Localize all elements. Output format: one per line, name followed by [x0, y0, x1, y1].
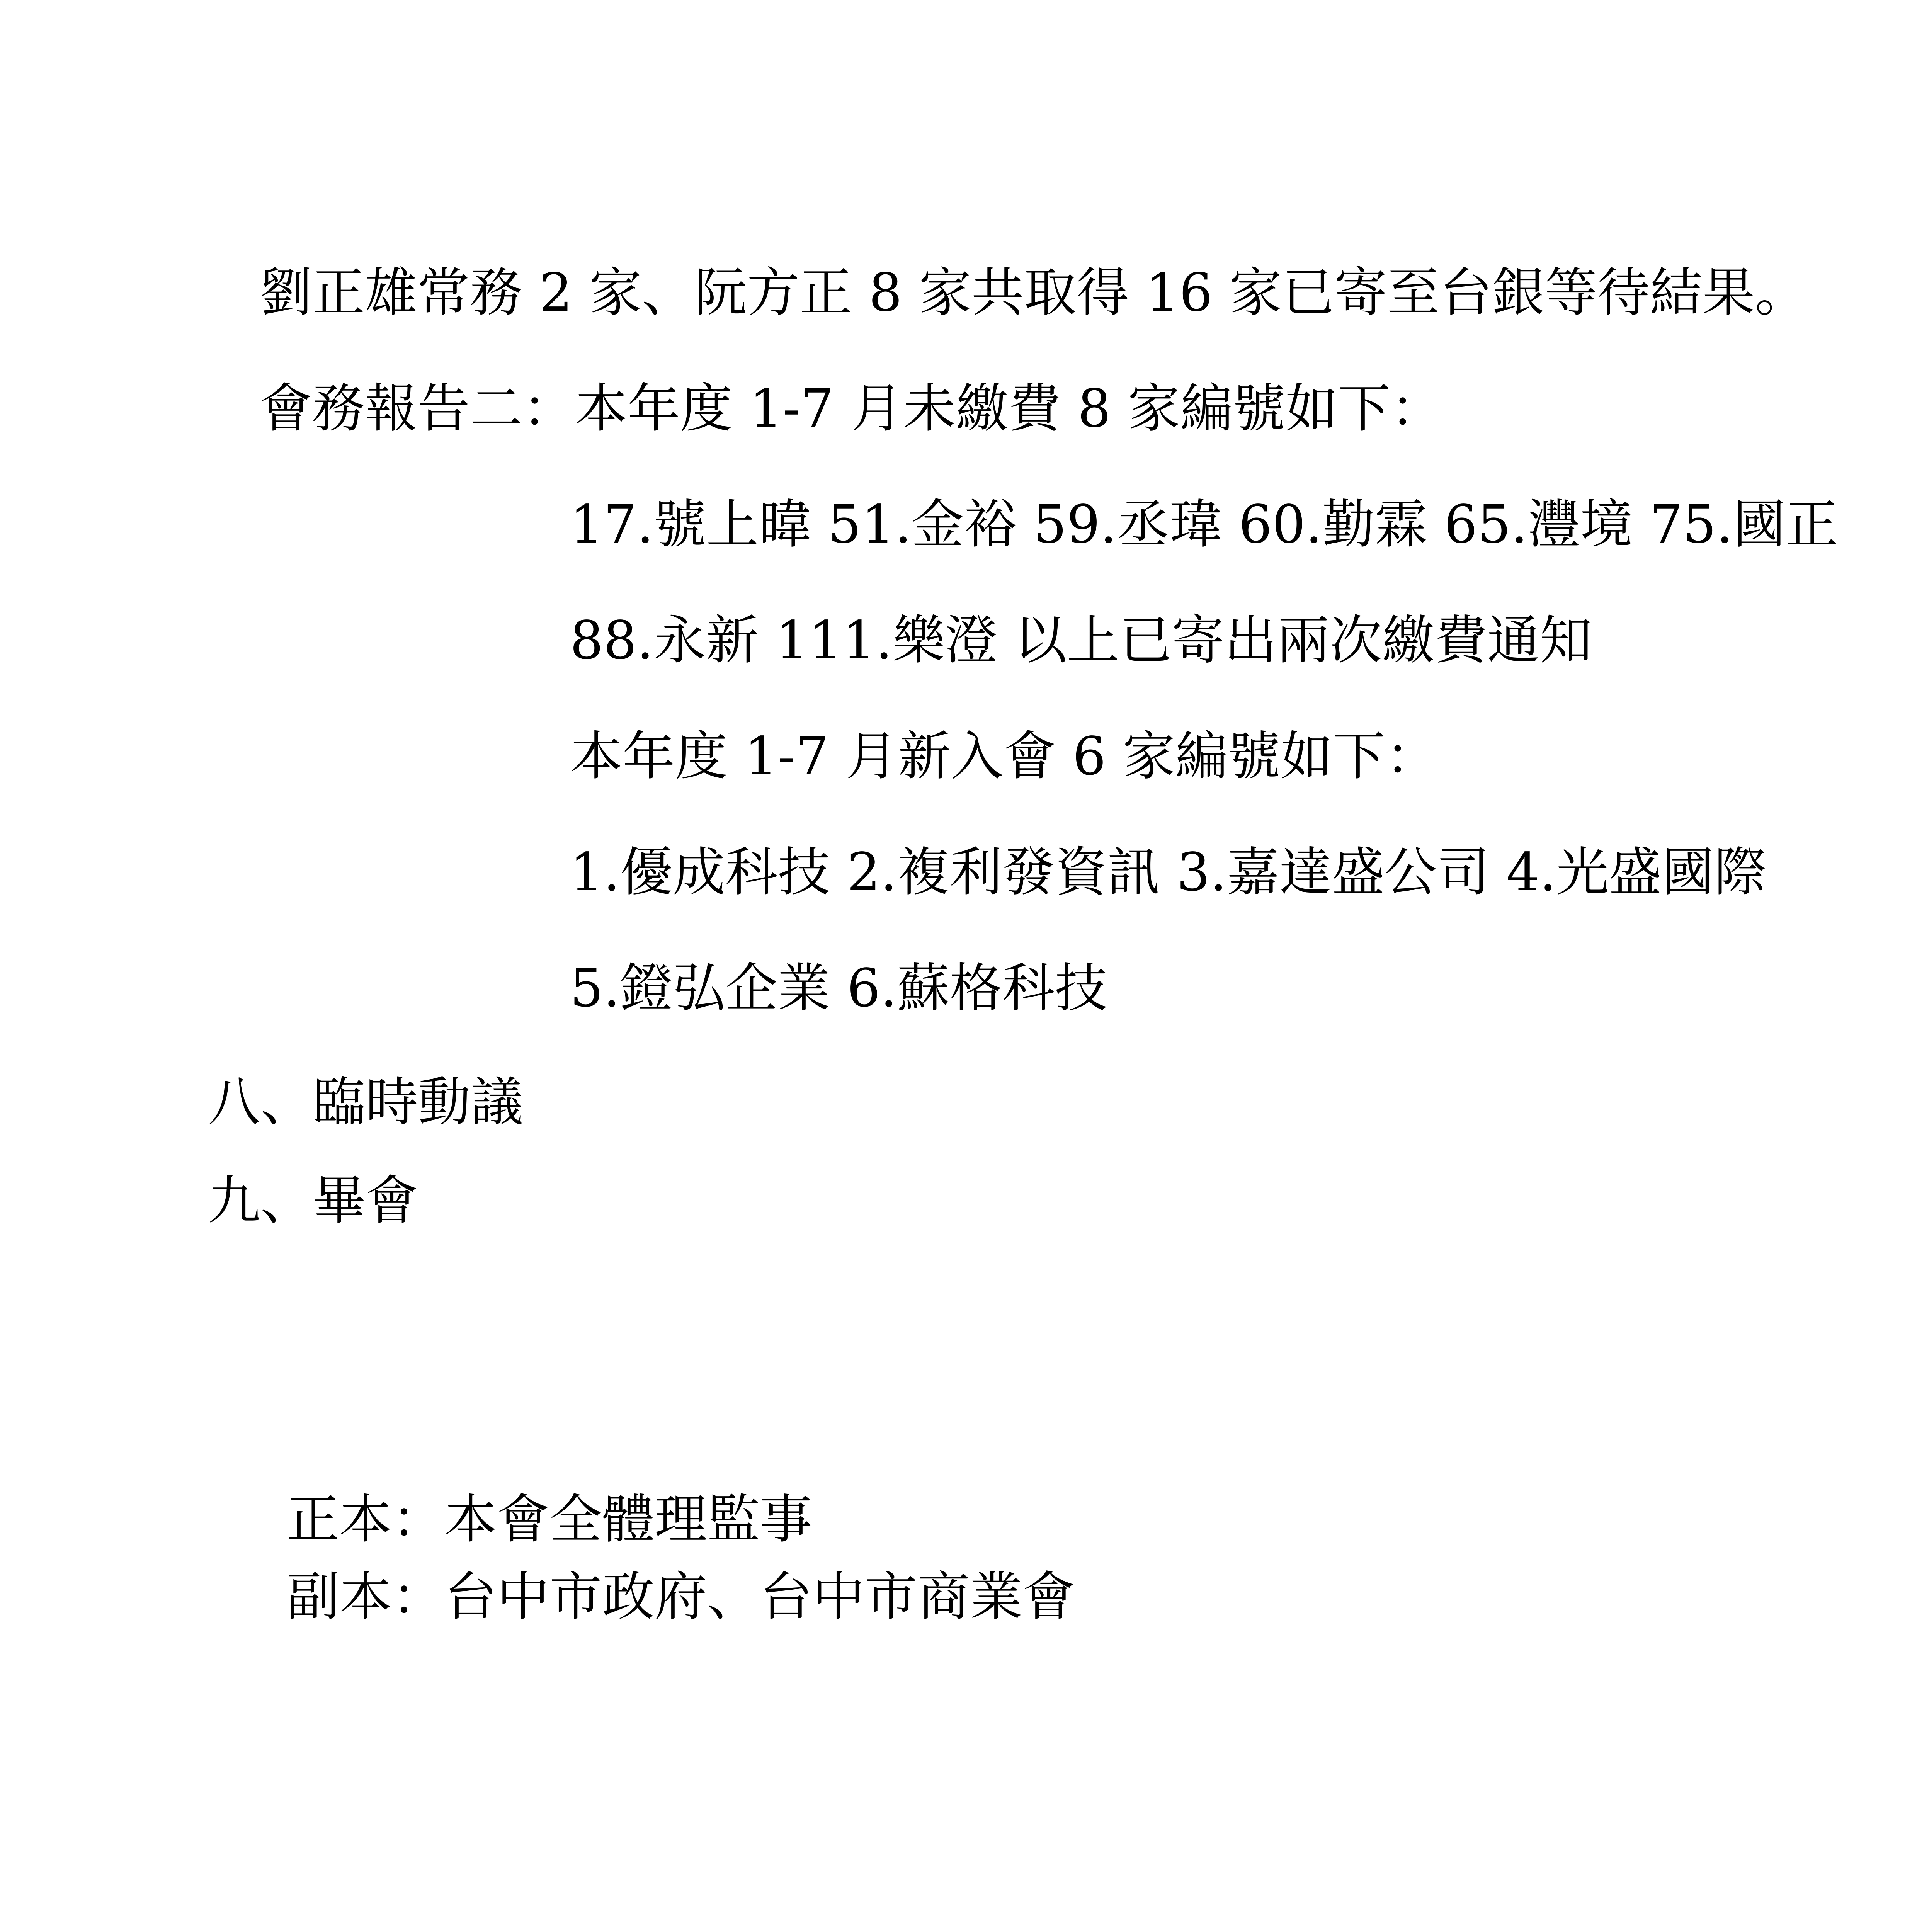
unpaid-members-list-2: 88.永新 111.樂澄 以上已寄出兩次繳費通知 — [570, 610, 1592, 671]
new-members-list-1: 1.優成科技 2.複利發資訊 3.嘉達盛公司 4.光盛國際 — [570, 842, 1767, 903]
new-members-list-2: 5.鐙弘企業 6.蘇格科技 — [570, 958, 1107, 1019]
distribution-copy: 副本：台中市政府、台中市商業會 — [287, 1566, 1075, 1628]
unpaid-members-list-1: 17.號上暐 51.金裕 59.丞瑋 60.勤霖 65.灃境 75.國正 — [570, 494, 1838, 555]
section-extempore-motions: 八、臨時動議 — [208, 1072, 523, 1133]
report-line-election-results: 劉正雄常務 2 家、阮方正 8 家共取得 16 家已寄至台銀等待結果。 — [260, 262, 1808, 323]
section-adjournment: 九、畢會 — [208, 1170, 418, 1231]
new-members-heading: 本年度 1-7 月新入會 6 家編號如下： — [570, 726, 1438, 787]
distribution-original: 正本：本會全體理監事 — [287, 1489, 812, 1550]
report-line-business-report-2: 會務報告二：本年度 1-7 月未繳費 8 家編號如下： — [260, 378, 1443, 439]
